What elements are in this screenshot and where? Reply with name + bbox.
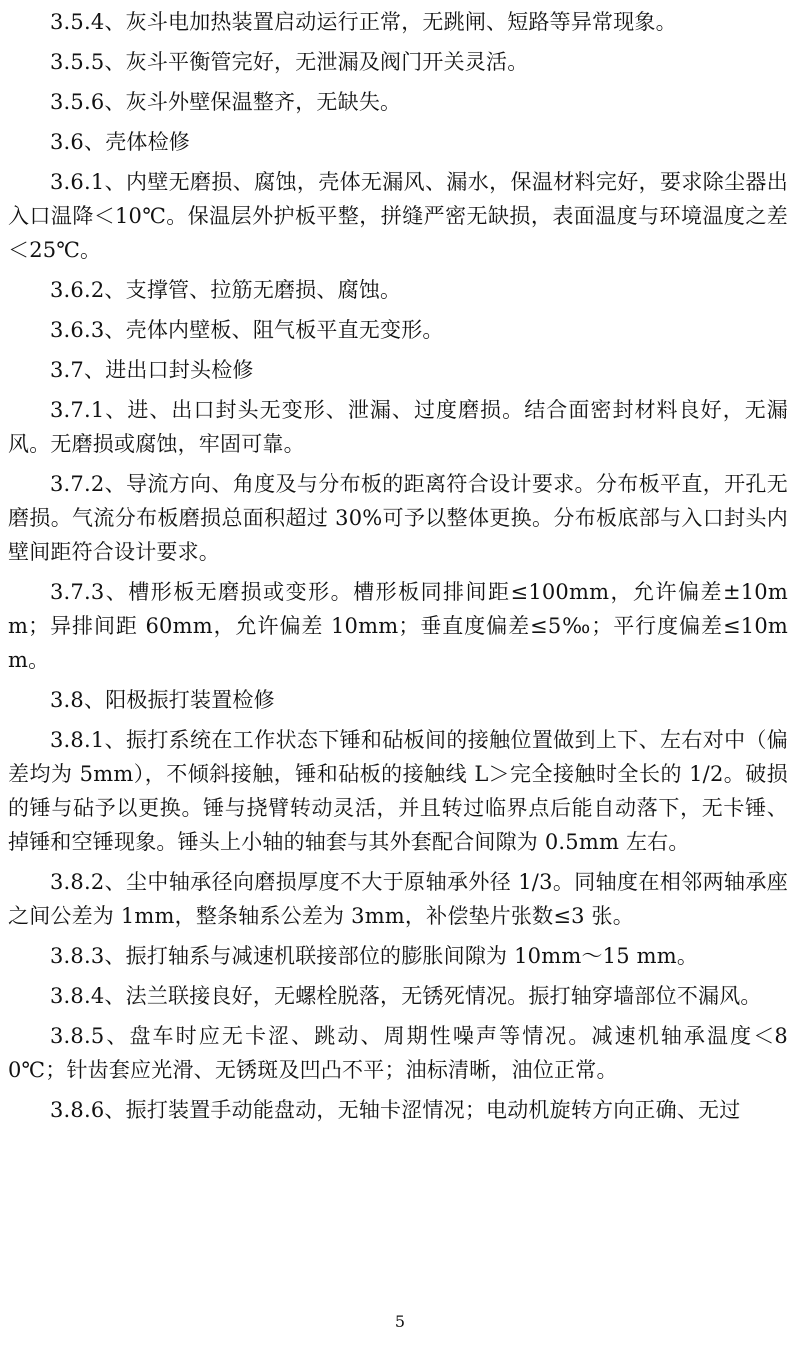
paragraph-3-6-1: 3.6.1、内壁无磨损、腐蚀，壳体无漏风、漏水，保温材料完好，要求除尘器出入口温降＜10℃。保温层外护板平整，拼缝严密无缺损，表面温度与环境温度之差＜25℃。 (8, 170, 788, 262)
section-heading-3-8: 3.8、阳极振打装置检修 (50, 688, 275, 712)
document-body (8, 2, 788, 1130)
paragraph-3-8-2: 3.8.2、尘中轴承径向磨损厚度不大于原轴承外径 1/3。同轴度在相邻两轴承座之间公差为 1mm，整条轴系公差为 3mm，补偿垫片张数≤3 张。 (8, 870, 788, 928)
paragraph-3-8-1: 3.8.1、振打系统在工作状态下锤和砧板间的接触位置做到上下、左右对中（偏差均为 5mm），不倾斜接触，锤和砧板的接触线 L＞完全接触时全长的 1/2。破损的锤与砧予以更换。锤与挠臂转动灵活，并且转过临界点后能自动落下，无卡锤、掉锤和空锤现象。锤头上小轴的轴套与其外套配合间隙为 0.5mm 左右。 (8, 728, 788, 854)
paragraph-3-5-4: 3.5.4、灰斗电加热装置启动运行正常，无跳闸、短路等异常现象。 (50, 10, 677, 34)
paragraph-3-8-3: 3.8.3、振打轴系与减速机联接部位的膨胀间隙为 10mm～15 mm。 (50, 944, 699, 968)
paragraph-3-7-2: 3.7.2、导流方向、角度及与分布板的距离符合设计要求。分布板平直，开孔无磨损。气流分布板磨损总面积超过 30%可予以整体更换。分布板底部与入口封头内壁间距符合设计要求。 (8, 472, 788, 564)
paragraph-3-7-1: 3.7.1、进、出口封头无变形、泄漏、过度磨损。结合面密封材料良好，无漏风。无磨损或腐蚀，牢固可靠。 (8, 398, 788, 456)
paragraph-3-5-6: 3.5.6、灰斗外壁保温整齐，无缺失。 (50, 90, 402, 114)
paragraph-3-6-3: 3.6.3、壳体内壁板、阻气板平直无变形。 (50, 318, 444, 342)
paragraph-3-7-3: 3.7.3、槽形板无磨损或变形。槽形板同排间距≤100mm，允许偏差±10mm；异排间距 60mm，允许偏差 10mm；垂直度偏差≤5‰；平行度偏差≤10mm。 (8, 580, 788, 672)
section-heading-3-7: 3.7、进出口封头检修 (50, 358, 254, 382)
page-number: 5 (394, 1312, 406, 1331)
paragraph-3-8-4: 3.8.4、法兰联接良好，无螺栓脱落，无锈死情况。振打轴穿墙部位不漏风。 (50, 984, 762, 1008)
paragraph-3-8-6: 3.8.6、振打装置手动能盘动，无轴卡涩情况；电动机旋转方向正确、无过 (50, 1098, 741, 1122)
paragraph-3-8-5: 3.8.5、盘车时应无卡涩、跳动、周期性噪声等情况。减速机轴承温度＜80℃；针齿套应光滑、无锈斑及凹凸不平；油标清晰，油位正常。 (8, 1024, 788, 1082)
paragraph-3-6-2: 3.6.2、支撑管、拉筋无磨损、腐蚀。 (50, 278, 402, 302)
section-heading-3-6: 3.6、壳体检修 (50, 130, 190, 154)
paragraph-3-5-5: 3.5.5、灰斗平衡管完好，无泄漏及阀门开关灵活。 (50, 50, 529, 74)
